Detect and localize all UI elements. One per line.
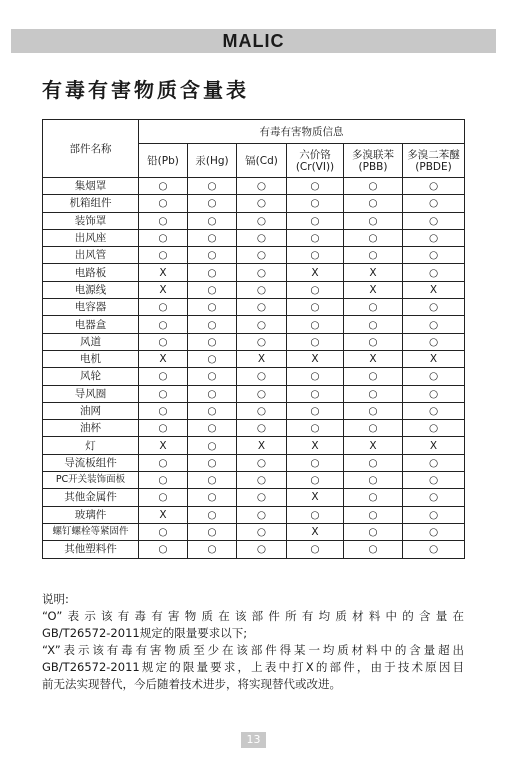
substance-mark: ○ [403, 506, 465, 523]
substance-mark: ○ [403, 385, 465, 402]
substance-mark: ○ [188, 281, 237, 298]
part-name: 出风管 [43, 247, 139, 264]
substance-mark: ○ [139, 385, 188, 402]
substance-mark: ○ [139, 229, 188, 246]
substance-mark: ○ [287, 454, 344, 471]
substance-mark: ○ [287, 541, 344, 558]
part-name: 灯 [43, 437, 139, 454]
substance-mark: ○ [344, 229, 403, 246]
substance-header [139, 144, 188, 178]
substance-mark: X [344, 350, 403, 367]
substance-mark: ○ [287, 402, 344, 419]
substance-mark: ○ [344, 178, 403, 195]
substance-mark: ○ [403, 454, 465, 471]
substance-mark: X [237, 437, 287, 454]
substance-mark: ○ [237, 212, 287, 229]
substance-header [237, 144, 287, 178]
part-name: 集烟罩 [43, 178, 139, 195]
substance-mark: ○ [139, 402, 188, 419]
substance-mark: X [344, 264, 403, 281]
substance-mark: ○ [287, 368, 344, 385]
substance-group-header: 有毒有害物质信息 [139, 120, 465, 144]
part-name: 导流板组件 [43, 454, 139, 471]
substance-mark: ○ [287, 299, 344, 316]
substance-mark: X [287, 264, 344, 281]
note-x-line2: GB/T26572-2011规定的限量要求，上表中打X的部件，由于技术原因目 [42, 660, 464, 674]
page-title: 有毒有害物质含量表 [42, 78, 249, 102]
part-name: 导风圈 [43, 385, 139, 402]
substance-mark: ○ [139, 212, 188, 229]
substance-mark: ○ [188, 472, 237, 489]
substance-mark: ○ [403, 316, 465, 333]
part-name: 电机 [43, 350, 139, 367]
table-row [43, 541, 465, 558]
substance-mark: ○ [403, 420, 465, 437]
substance-mark: ○ [287, 229, 344, 246]
substance-mark: ○ [344, 489, 403, 506]
substance-mark: ○ [287, 472, 344, 489]
table-row [43, 299, 465, 316]
substance-mark: ○ [188, 420, 237, 437]
substance-mark: X [403, 437, 465, 454]
substance-mark: ○ [237, 506, 287, 523]
table-row [43, 454, 465, 471]
part-name-header: 部件名称 [43, 120, 139, 178]
substance-header [287, 144, 344, 178]
part-name: 油杯 [43, 420, 139, 437]
part-name: 电路板 [43, 264, 139, 281]
substance-mark: ○ [403, 229, 465, 246]
substance-mark: ○ [237, 264, 287, 281]
substance-mark: ○ [287, 212, 344, 229]
substance-mark: ○ [139, 541, 188, 558]
substance-mark: X [403, 350, 465, 367]
substance-header [403, 144, 465, 178]
substance-mark: ○ [403, 472, 465, 489]
substance-label: 汞(Hg) [195, 154, 229, 167]
substance-mark: ○ [237, 247, 287, 264]
part-name: 其他塑料件 [43, 541, 139, 558]
part-name: 电源线 [43, 281, 139, 298]
substance-mark: ○ [188, 350, 237, 367]
part-name: 风道 [43, 333, 139, 350]
substance-mark: ○ [344, 454, 403, 471]
substance-mark: X [139, 506, 188, 523]
substance-mark: ○ [344, 506, 403, 523]
note-o-line2: GB/T26572-2011规定的限量要求以下; [42, 626, 248, 640]
table-body [43, 178, 465, 559]
substance-mark: X [237, 350, 287, 367]
substance-mark: ○ [344, 541, 403, 558]
notes-section [42, 591, 464, 693]
substance-mark: ○ [188, 229, 237, 246]
substance-mark: X [344, 281, 403, 298]
substance-mark: ○ [287, 316, 344, 333]
substance-mark: ○ [139, 247, 188, 264]
substance-mark: ○ [403, 212, 465, 229]
substance-mark: ○ [403, 299, 465, 316]
substance-mark: ○ [237, 385, 287, 402]
table-row [43, 350, 465, 367]
substance-mark: ○ [403, 541, 465, 558]
table-row [43, 523, 465, 540]
table-row [43, 402, 465, 419]
table-row [43, 333, 465, 350]
substance-mark: X [287, 437, 344, 454]
substance-mark: X [139, 264, 188, 281]
part-name: 其他金属件 [43, 489, 139, 506]
substance-mark: ○ [188, 541, 237, 558]
substance-mark: ○ [188, 195, 237, 212]
substance-mark: ○ [344, 385, 403, 402]
substance-mark: ○ [237, 368, 287, 385]
substance-mark: ○ [344, 523, 403, 540]
substance-mark: ○ [403, 247, 465, 264]
part-name: 出风座 [43, 229, 139, 246]
substance-mark: ○ [287, 385, 344, 402]
table-row [43, 247, 465, 264]
note-x-line1: “X”表示该有毒有害物质至少在该部件得某一均质材料中的含量超出 [42, 643, 464, 657]
part-name: 机箱组件 [43, 195, 139, 212]
page-number: 13 [241, 732, 266, 748]
substance-mark: ○ [344, 212, 403, 229]
substance-mark: ○ [237, 333, 287, 350]
substance-mark: ○ [237, 402, 287, 419]
substance-mark: ○ [139, 523, 188, 540]
part-name: 装饰罩 [43, 212, 139, 229]
substance-mark: ○ [344, 299, 403, 316]
substance-header [344, 144, 403, 178]
substance-mark: ○ [139, 489, 188, 506]
table-row [43, 281, 465, 298]
substance-mark: ○ [237, 489, 287, 506]
substance-mark: ○ [287, 333, 344, 350]
note-o-line1: “O”表示该有毒有害物质在该部件所有均质材料中的含量在 [42, 609, 464, 623]
substance-mark: ○ [188, 523, 237, 540]
part-name: 风轮 [43, 368, 139, 385]
substance-mark: ○ [139, 299, 188, 316]
table-row [43, 229, 465, 246]
table-row [43, 472, 465, 489]
substance-mark: ○ [188, 212, 237, 229]
substance-mark: ○ [188, 368, 237, 385]
substance-mark: ○ [188, 264, 237, 281]
substance-mark: ○ [237, 229, 287, 246]
substance-header [188, 144, 237, 178]
part-name: 电容器 [43, 299, 139, 316]
substance-mark: X [139, 437, 188, 454]
substance-mark: ○ [237, 281, 287, 298]
substance-mark: X [344, 437, 403, 454]
substance-mark: ○ [403, 264, 465, 281]
substance-mark: ○ [237, 178, 287, 195]
substance-mark: ○ [188, 506, 237, 523]
substance-mark: ○ [403, 368, 465, 385]
substance-mark: ○ [287, 247, 344, 264]
substance-mark: ○ [287, 420, 344, 437]
table-row [43, 420, 465, 437]
table-row [43, 368, 465, 385]
substance-label: 六价铬 [299, 148, 331, 161]
substance-mark: ○ [139, 333, 188, 350]
substance-mark: ○ [237, 316, 287, 333]
substance-mark: ○ [139, 472, 188, 489]
substance-mark: ○ [287, 281, 344, 298]
table-row [43, 437, 465, 454]
table-row [43, 385, 465, 402]
substance-mark: ○ [188, 247, 237, 264]
substance-mark: ○ [287, 178, 344, 195]
substance-mark: ○ [403, 195, 465, 212]
substance-mark: ○ [139, 195, 188, 212]
substance-mark: ○ [403, 523, 465, 540]
table-row [43, 178, 465, 195]
substance-mark: ○ [344, 420, 403, 437]
substance-mark: ○ [188, 316, 237, 333]
substance-mark: X [139, 350, 188, 367]
substance-mark: ○ [403, 333, 465, 350]
substance-mark: X [287, 350, 344, 367]
substance-mark: ○ [237, 195, 287, 212]
part-name: PC开关装饰面板 [43, 472, 139, 489]
hazardous-substance-table [42, 119, 465, 559]
header-bar [11, 29, 496, 53]
substance-mark: ○ [403, 178, 465, 195]
substance-mark: ○ [237, 299, 287, 316]
substance-mark: ○ [188, 402, 237, 419]
substance-mark: ○ [188, 299, 237, 316]
substance-mark: ○ [139, 454, 188, 471]
table-row [43, 195, 465, 212]
table-row [43, 264, 465, 281]
substance-mark: ○ [188, 437, 237, 454]
brand-logo: MALIC [222, 31, 285, 51]
part-name: 玻璃件 [43, 506, 139, 523]
substance-mark: ○ [403, 402, 465, 419]
substance-mark: ○ [139, 368, 188, 385]
substance-mark: ○ [344, 247, 403, 264]
substance-mark: ○ [344, 195, 403, 212]
table-row [43, 212, 465, 229]
substance-mark: ○ [188, 489, 237, 506]
substance-label: 多溴联苯 [352, 148, 394, 161]
notes-heading: 说明: [42, 592, 69, 606]
substance-mark: ○ [287, 195, 344, 212]
part-name: 电器盒 [43, 316, 139, 333]
substance-mark: ○ [344, 472, 403, 489]
substance-mark: X [287, 489, 344, 506]
substance-mark: ○ [403, 489, 465, 506]
substance-mark: ○ [139, 178, 188, 195]
substance-mark: ○ [344, 368, 403, 385]
substance-mark: ○ [237, 523, 287, 540]
substance-mark: ○ [344, 333, 403, 350]
substance-label: 镉(Cd) [245, 154, 278, 167]
substance-mark: ○ [344, 402, 403, 419]
substance-symbol: (Cr(VI)) [295, 160, 335, 173]
substance-mark: ○ [139, 316, 188, 333]
table-row [43, 316, 465, 333]
substance-mark: ○ [188, 333, 237, 350]
part-name: 螺钉螺栓等紧固件 [43, 523, 139, 540]
part-name: 油网 [43, 402, 139, 419]
substance-mark: ○ [237, 541, 287, 558]
substance-mark: X [287, 523, 344, 540]
substance-label: 多溴二苯醚 [407, 148, 460, 161]
substance-label: 铅(Pb) [147, 154, 179, 167]
substance-symbol: (PBB) [358, 160, 388, 173]
substance-mark: ○ [139, 420, 188, 437]
substance-mark: ○ [237, 454, 287, 471]
substance-mark: ○ [188, 178, 237, 195]
substance-mark: X [139, 281, 188, 298]
note-x-line3: 前无法实现替代，今后随着技术进步，将实现替代或改进。 [42, 677, 341, 691]
substance-mark: ○ [237, 472, 287, 489]
substance-mark: X [403, 281, 465, 298]
table-row [43, 506, 465, 523]
substance-symbol: (PBDE) [415, 160, 452, 173]
substance-mark: ○ [287, 506, 344, 523]
substance-mark: ○ [188, 454, 237, 471]
substance-mark: ○ [344, 316, 403, 333]
table-row [43, 489, 465, 506]
substance-mark: ○ [188, 385, 237, 402]
substance-mark: ○ [237, 420, 287, 437]
